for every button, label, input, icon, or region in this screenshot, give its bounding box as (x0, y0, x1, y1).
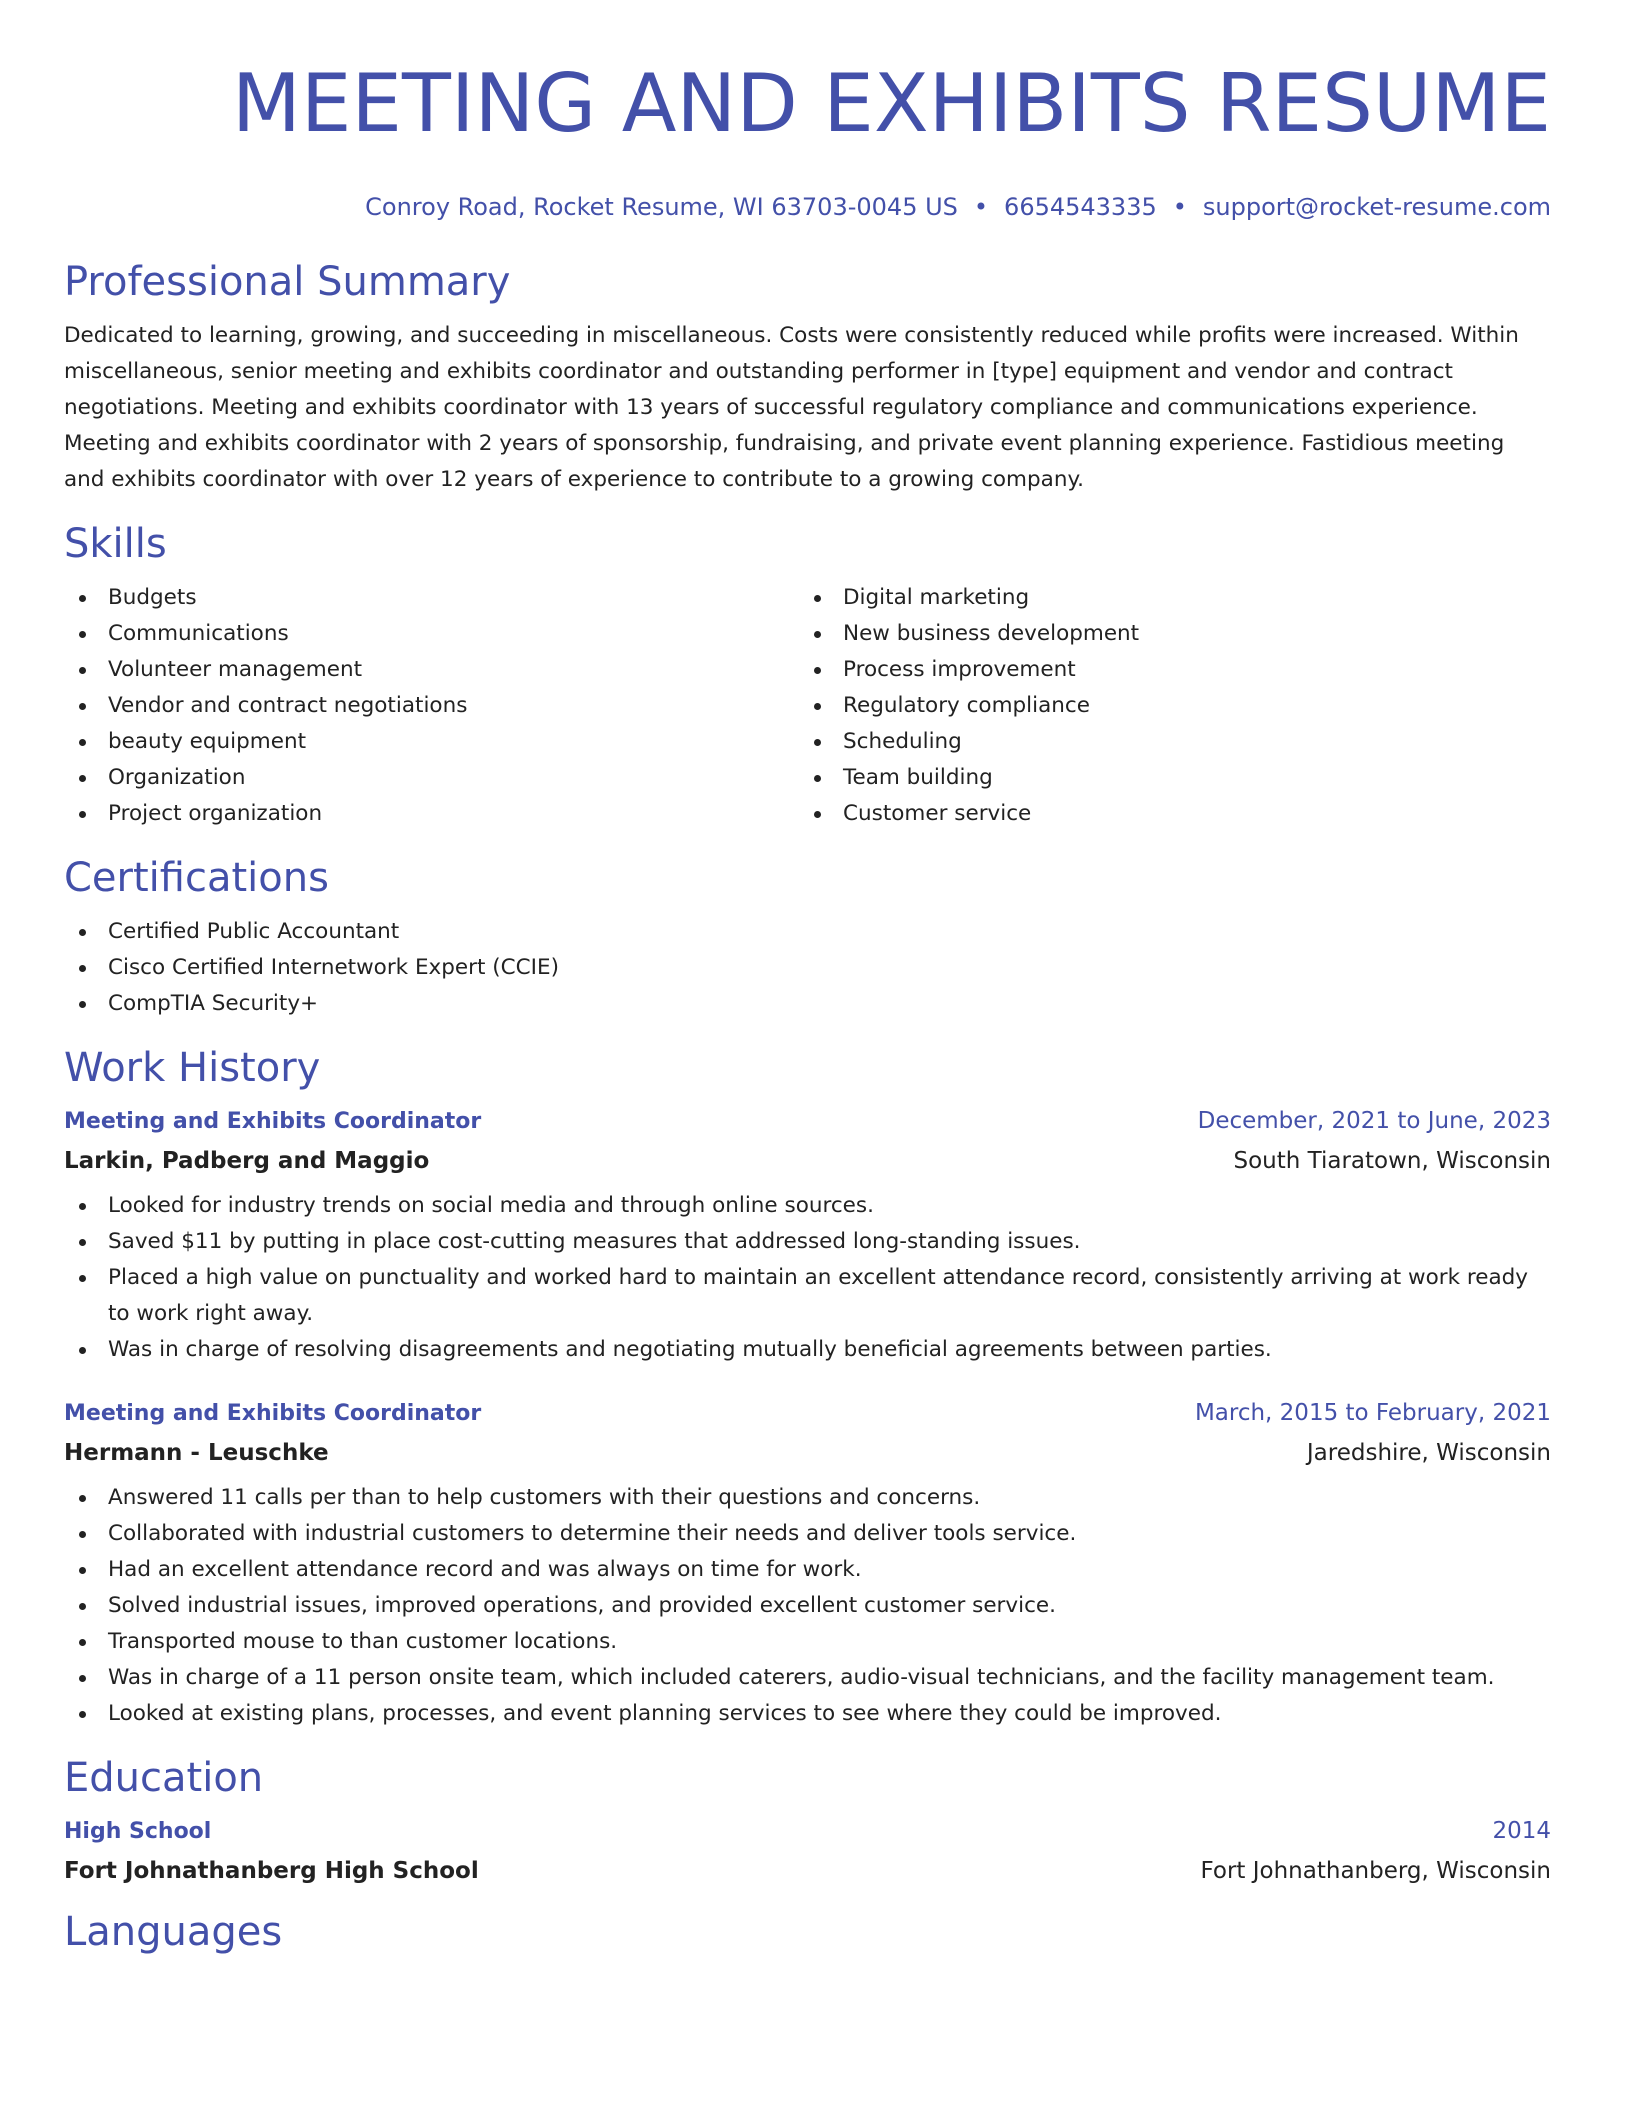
skill-item: Regulatory compliance (799, 688, 1534, 724)
job-bullet: Was in charge of resolving disagreements and negotiating mutually beneficial agreements between parties. (64, 1332, 1551, 1368)
education-school: Fort Johnathanberg High School (64, 1858, 479, 1884)
job-subheader (64, 1438, 1551, 1468)
resume-page (64, 0, 1551, 1956)
job-location: South Tiaratown, Wisconsin (1233, 1148, 1551, 1174)
skill-item: Vendor and contract negotiations (64, 688, 799, 724)
skill-item: Organization (64, 760, 799, 796)
skills-section (64, 520, 1551, 832)
job-employer: Hermann - Leuschke (64, 1440, 329, 1466)
job-bullet: Looked for industry trends on social media and through online sources. (64, 1188, 1551, 1224)
skill-item: Project organization (64, 796, 799, 832)
summary-section (64, 258, 1551, 498)
job-bullet: Looked at existing plans, processes, and event planning services to see where they could be improved. (64, 1696, 1551, 1732)
education-location: Fort Johnathanberg, Wisconsin (1200, 1858, 1551, 1884)
skill-item: New business development (799, 616, 1534, 652)
job-entry (64, 1106, 1551, 1368)
education-section (64, 1754, 1551, 1886)
work-history-heading: Work History (64, 1045, 321, 1091)
skill-item: Customer service (799, 796, 1534, 832)
job-bullet: Placed a high value on punctuality and worked hard to maintain an excellent attendance record, consistently arriving at work ready to work right away. (64, 1260, 1551, 1332)
languages-heading: Languages (64, 1909, 283, 1955)
job-subheader (64, 1146, 1551, 1176)
job-header (64, 1106, 1551, 1137)
job-dates: March, 2015 to February, 2021 (1194, 1400, 1551, 1426)
skill-item: Digital marketing (799, 580, 1534, 616)
contact-phone: 6654543335 (1004, 193, 1157, 221)
job-entry (64, 1398, 1551, 1732)
certifications-list (64, 914, 1551, 1022)
certifications-heading: Certifications (64, 855, 329, 901)
job-employer: Larkin, Padberg and Maggio (64, 1148, 430, 1174)
summary-text: Dedicated to learning, growing, and succeeding in miscellaneous. Costs were consistently reduced while profits were increased. Within miscellaneous, senior meeting and exhibits coordinator and outstanding performer in [type] equipment and vendor and contract negotiations. Meeting and exhibits coordinator with 13 years of successful regulatory compliance and communications experience. Meeting and exhibits coordinator with 2 years of sponsorship, fundraising, and private event planning experience. Fastidious meeting and exhibits coordinator with over 12 years of experience to contribute to a growing company. (64, 323, 1519, 492)
job-bullet: Was in charge of a 11 person onsite team, which included caterers, audio-visual technicians, and the facility management team. (64, 1660, 1551, 1696)
skills-grid (64, 580, 1551, 832)
certifications-section (64, 854, 1551, 1022)
job-bullet: Solved industrial issues, improved operations, and provided excellent customer service. (64, 1588, 1551, 1624)
job-dates: December, 2021 to June, 2023 (1197, 1108, 1551, 1134)
certification-item: Certified Public Accountant (64, 914, 1551, 950)
skill-item: Communications (64, 616, 799, 652)
skills-list-left (64, 580, 799, 832)
job-bullets (64, 1188, 1551, 1368)
contact-separator: • (973, 193, 989, 221)
summary-heading: Professional Summary (64, 259, 511, 305)
skills-list-right (799, 580, 1534, 832)
skill-item: beauty equipment (64, 724, 799, 760)
job-title: Meeting and Exhibits Coordinator (64, 1109, 482, 1134)
contact-address: Conroy Road, Rocket Resume, WI 63703-0045 US (365, 193, 958, 221)
job-bullets (64, 1480, 1551, 1732)
job-bullet: Collaborated with industrial customers to determine their needs and deliver tools service. (64, 1516, 1551, 1552)
job-bullet: Answered 11 calls per than to help customers with their questions and concerns. (64, 1480, 1551, 1516)
resume-title: MEETING AND EXHIBITS RESUME (231, 57, 1551, 150)
job-header (64, 1398, 1551, 1429)
certification-item: CompTIA Security+ (64, 986, 1551, 1022)
skill-item: Process improvement (799, 652, 1534, 688)
education-subheader (64, 1856, 1551, 1886)
skill-item: Volunteer management (64, 652, 799, 688)
job-location: Jaredshire, Wisconsin (1306, 1440, 1551, 1466)
education-header (64, 1816, 1551, 1847)
certification-item: Cisco Certified Internetwork Expert (CCIE) (64, 950, 1551, 986)
contact-separator: • (1172, 193, 1187, 221)
languages-section (64, 1908, 1551, 1956)
job-bullet: Had an excellent attendance record and was always on time for work. (64, 1552, 1551, 1588)
education-heading: Education (64, 1755, 264, 1801)
contact-email[interactable]: support@rocket-resume.com (1202, 193, 1551, 221)
contact-line (64, 192, 1551, 222)
skill-item: Scheduling (799, 724, 1534, 760)
job-bullet: Saved $11 by putting in place cost-cutting measures that addressed long-standing issues. (64, 1224, 1551, 1260)
job-title: Meeting and Exhibits Coordinator (64, 1401, 482, 1426)
work-history-section (64, 1044, 1551, 1732)
skills-heading: Skills (64, 521, 167, 567)
skill-item: Budgets (64, 580, 799, 616)
skill-item: Team building (799, 760, 1534, 796)
education-degree: High School (64, 1819, 212, 1844)
education-year: 2014 (1492, 1818, 1551, 1844)
job-bullet: Transported mouse to than customer locations. (64, 1624, 1551, 1660)
